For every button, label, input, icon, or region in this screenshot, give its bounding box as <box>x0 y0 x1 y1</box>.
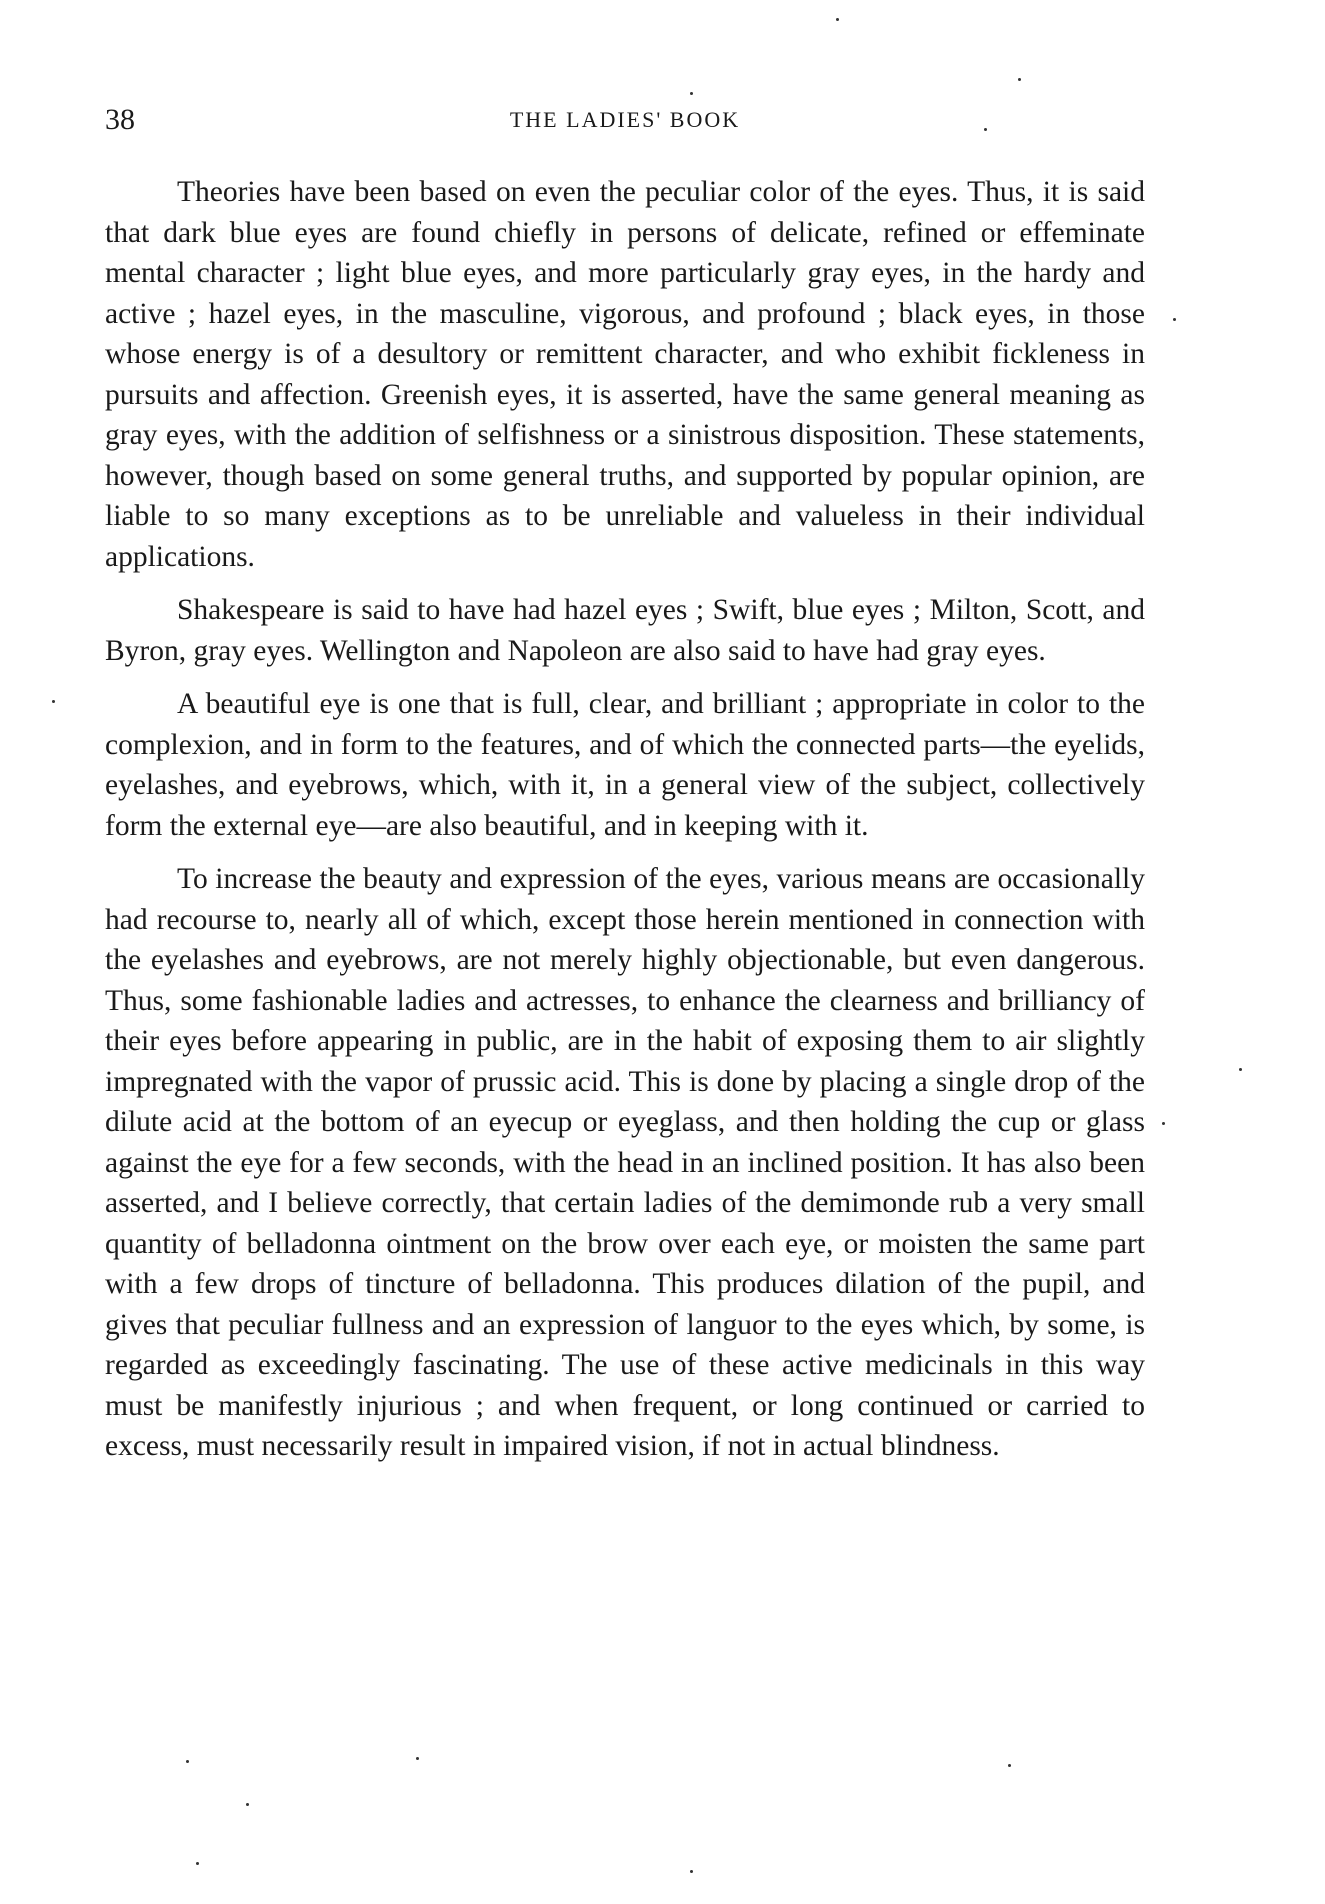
scan-speck <box>1018 78 1021 81</box>
scan-speck <box>1239 1068 1242 1071</box>
paragraph-famous-eyes: Shakespeare is said to have had hazel eyes ; Swift, blue eyes ; Milton, Scott, and Byron, gray eyes. Wellington and Napoleon are also said to have had gray eyes. <box>105 594 1145 667</box>
scan-speck <box>1008 1764 1011 1767</box>
scan-speck <box>690 1870 693 1873</box>
scan-speck <box>690 92 693 95</box>
body-text <box>105 172 1145 1480</box>
paragraph-eye-color-theories: Theories have been based on even the peculiar color of the eyes. Thus, it is said that dark blue eyes are found chiefly in persons of delicate, refined or effeminate mental character ; light blue eyes, and more particularly gray eyes, in the hardy and active ; hazel eyes, in the masculine, vigorous, and profound ; black eyes, in those whose energy is of a desultory or remittent character, and who exhibit fickleness in pursuits and affection. Greenish eyes, it is asserted, have the same general meaning as gray eyes, with the addition of selfishness or a sinistrous disposition. These statements, however, though based on some general truths, and supported by popular opinion, are liable to so many exceptions as to be unreliable and valueless in their individual applications. <box>105 176 1145 573</box>
paragraph-beauty-methods: To increase the beauty and expression of the eyes, various means are occasionally had recourse to, nearly all of which, except those herein mentioned in connection with the eyelashes and eyebrows, are not merely highly objectionable, but even dangerous. Thus, some fashionable ladies and actresses, to enhance the clearness and brilliancy of their eyes before appearing in public, are in the habit of exposing them to air slightly impregnated with the vapor of prussic acid. This is done by placing a single drop of the dilute acid at the bottom of an eyecup or eyeglass, and then holding the cup or glass against the eye for a few seconds, with the head in an inclined position. It has also been asserted, and I believe correctly, that certain ladies of the demimonde rub a very small quantity of belladonna ointment on the brow over each eye, or moisten the same part with a few drops of tincture of belladonna. This produces dilation of the pupil, and gives that peculiar fullness and an expression of languor to the eyes which, by some, is regarded as exceedingly fascinating. The use of these active medicinals in this way must be manifestly injurious ; and when frequent, or long continued or carried to excess, must necessarily result in impaired vision, if not in actual blindness. <box>105 863 1145 1462</box>
scan-speck <box>416 1757 419 1760</box>
scan-speck <box>52 700 55 703</box>
page-number: 38 <box>105 103 135 136</box>
scan-speck <box>186 1760 189 1763</box>
scan-speck <box>246 1803 249 1806</box>
scan-speck <box>1162 1122 1165 1125</box>
scan-speck <box>984 128 987 131</box>
scan-speck <box>836 18 839 21</box>
paragraph-beautiful-eye: A beautiful eye is one that is full, clear, and brilliant ; appropriate in color to the complexion, and in form to the features, and of which the connected parts—the eyelids, eyelashes, and eyebrows, which, with it, in a general view of the subject, collectively form the external eye—are also beautiful, and in keeping with it. <box>105 688 1145 842</box>
running-head: THE LADIES' BOOK <box>509 107 741 132</box>
page-header <box>105 100 1145 140</box>
scan-speck <box>1173 318 1176 321</box>
scan-speck <box>196 1862 199 1865</box>
